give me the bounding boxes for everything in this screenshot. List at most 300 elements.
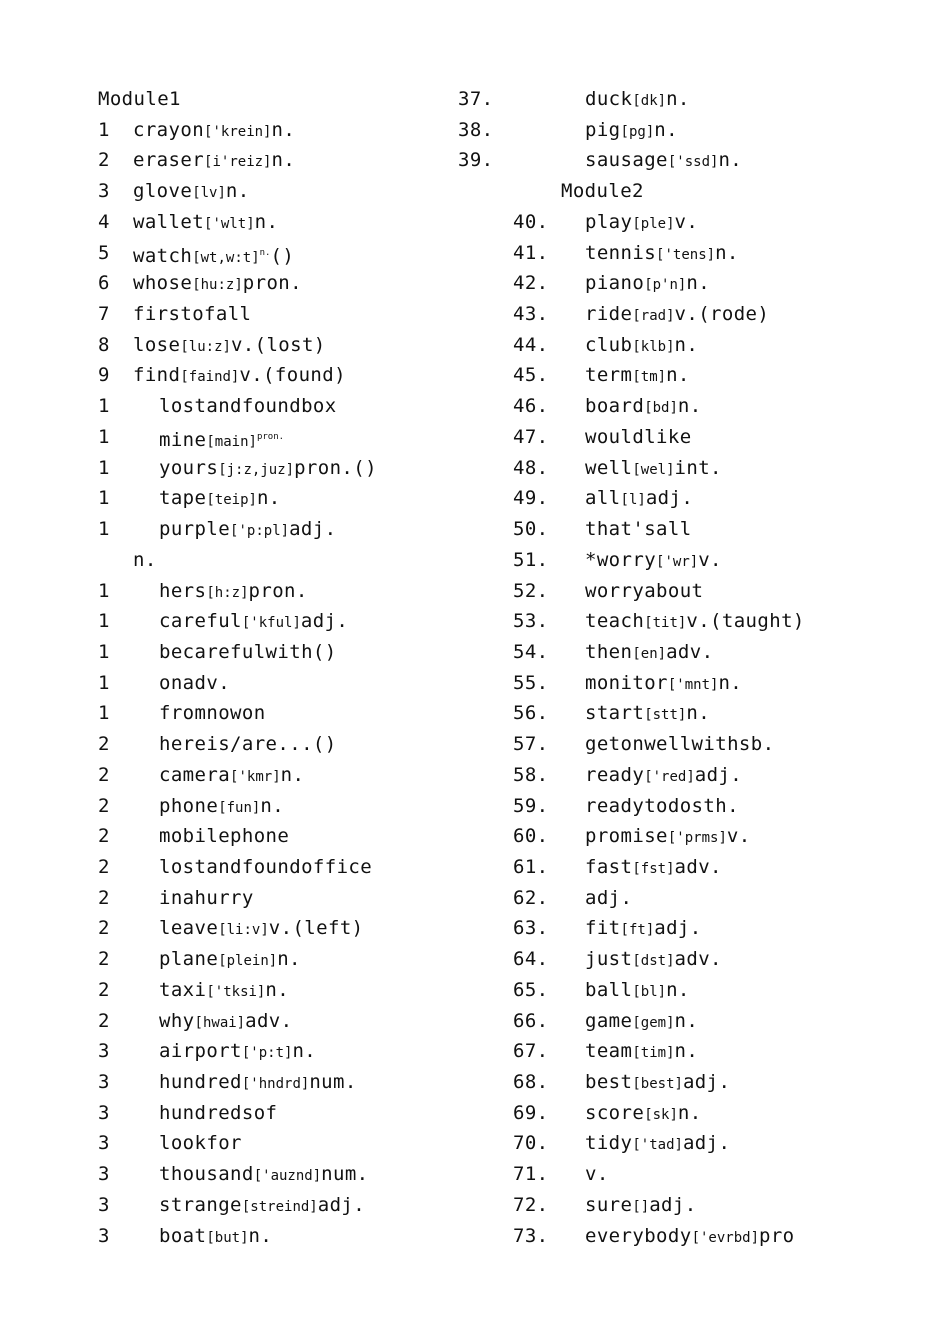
entry-number: 64. bbox=[513, 948, 549, 971]
entry-word: sausage bbox=[585, 149, 668, 172]
entry-word: everybody bbox=[585, 1224, 692, 1247]
entry-word: whose bbox=[133, 272, 193, 295]
entry-phonetic: [en] bbox=[632, 645, 667, 662]
entry-phonetic: ['auznd] bbox=[253, 1168, 322, 1185]
entry-phonetic: ['prms] bbox=[667, 830, 727, 847]
entry-word: club bbox=[585, 333, 633, 356]
entry-word: fromnowon bbox=[159, 702, 266, 725]
entry-pos: n. bbox=[666, 978, 690, 1001]
entry-word: ride bbox=[585, 303, 633, 326]
entry-number: 1 bbox=[98, 702, 110, 725]
entry-pos: adj. bbox=[654, 917, 702, 940]
entry-number: 51. bbox=[513, 548, 549, 571]
entry-phonetic: [pg] bbox=[620, 123, 655, 140]
entry-number: 60. bbox=[513, 825, 549, 848]
entry-word: lose bbox=[133, 333, 181, 356]
entry-word: play bbox=[585, 210, 633, 233]
entry-word: hereis/are...() bbox=[159, 733, 337, 756]
entry-number: 43. bbox=[513, 303, 549, 326]
entry-text bbox=[585, 483, 693, 515]
entry-number: 47. bbox=[513, 425, 549, 448]
entry-text bbox=[585, 514, 692, 544]
entry-pos: adj. bbox=[645, 487, 694, 510]
entry-phonetic: [best] bbox=[632, 1076, 683, 1093]
entry-text bbox=[585, 1067, 730, 1099]
entry-number: 46. bbox=[513, 395, 549, 418]
entry-text bbox=[585, 698, 710, 730]
entry-pos: n. bbox=[666, 364, 690, 387]
entry-pos: adj. bbox=[649, 1193, 697, 1216]
entry-word: well bbox=[585, 456, 633, 479]
entry-pos: n. bbox=[674, 1040, 699, 1063]
entry-number: 1 bbox=[98, 610, 110, 633]
entry-pos: num. bbox=[309, 1071, 357, 1094]
entry-phonetic: [sk] bbox=[644, 1106, 678, 1123]
entry-word: pig bbox=[585, 118, 621, 141]
entry-text bbox=[585, 422, 692, 452]
entry-pos: v.(found) bbox=[239, 364, 346, 387]
entry-number: 61. bbox=[513, 856, 549, 878]
entry-word: boat bbox=[159, 1224, 207, 1247]
entry-word: wallet bbox=[133, 210, 205, 233]
entry-text bbox=[585, 360, 690, 392]
entry-text bbox=[133, 176, 250, 208]
entry-number: 2 bbox=[98, 917, 110, 940]
entry-phonetic: ['ssd] bbox=[667, 154, 719, 171]
entry-number: 66. bbox=[513, 1009, 549, 1032]
entry-pos: n. bbox=[686, 702, 711, 725]
entry-text bbox=[585, 668, 742, 700]
entry-phonetic: [lu:z] bbox=[180, 338, 231, 355]
entry-text bbox=[585, 1190, 697, 1222]
entry-phonetic: [tim] bbox=[632, 1045, 675, 1062]
entry-word: fit bbox=[585, 917, 621, 940]
entry-number: 2 bbox=[98, 763, 110, 786]
entry-text bbox=[585, 391, 702, 423]
entry-word: readytodosth. bbox=[585, 794, 739, 817]
entry-pos: v.(taught) bbox=[686, 610, 805, 633]
entry-word: yours bbox=[159, 456, 219, 479]
entry-extra: () bbox=[270, 244, 295, 267]
entry-number: 44. bbox=[513, 333, 549, 356]
entry-pos: n. bbox=[666, 88, 690, 110]
entry-word: purple bbox=[159, 518, 231, 541]
entry-text bbox=[585, 760, 742, 792]
entry-number: 1 bbox=[98, 518, 110, 541]
entry-word: ready bbox=[585, 763, 645, 786]
entry-pos: n. bbox=[271, 149, 296, 172]
entry-number: 8 bbox=[98, 333, 110, 356]
entry-text bbox=[585, 852, 722, 884]
vocab-entry bbox=[0, 760, 950, 790]
entry-phonetic: [rad] bbox=[632, 308, 675, 325]
entry-word: monitor bbox=[585, 671, 668, 694]
entry-number: 37. bbox=[458, 88, 494, 110]
entry-pos: n. bbox=[686, 272, 711, 295]
entry-word: game bbox=[585, 1009, 633, 1032]
entry-phonetic: [ft] bbox=[620, 922, 655, 939]
entry-word: tape bbox=[159, 487, 207, 510]
entry-number: 68. bbox=[513, 1071, 549, 1094]
vocab-entry bbox=[0, 821, 950, 851]
entry-word: promise bbox=[585, 825, 668, 848]
entry-phonetic: [main] bbox=[206, 433, 257, 450]
entry-number: 1 bbox=[98, 395, 110, 418]
entry-number: 1 bbox=[98, 640, 110, 663]
entry-number: 5 bbox=[98, 241, 110, 264]
entry-pos-small: n. bbox=[259, 247, 271, 258]
entry-phonetic: ['mnt] bbox=[667, 676, 719, 693]
entry-phonetic: ['tksi] bbox=[206, 983, 266, 1000]
entry-number: 2 bbox=[98, 825, 110, 848]
entry-phonetic: [teip] bbox=[206, 492, 257, 509]
entry-word: adj. bbox=[585, 886, 633, 909]
entry-text bbox=[585, 1159, 609, 1189]
entry-pos: adj. bbox=[289, 518, 337, 541]
entry-text bbox=[585, 913, 702, 945]
entry-number: 2 bbox=[98, 794, 110, 817]
entry-number: 3 bbox=[98, 1193, 110, 1216]
entry-word: tennis bbox=[585, 241, 657, 264]
entry-phonetic: [faind] bbox=[180, 369, 240, 386]
entry-word: strange bbox=[159, 1193, 242, 1216]
entry-number: 3 bbox=[98, 1224, 110, 1247]
entry-word: start bbox=[585, 702, 645, 725]
entry-number: 1 bbox=[98, 671, 110, 694]
entry-phonetic: [l] bbox=[620, 492, 646, 509]
entry-phonetic: [lv] bbox=[192, 185, 226, 202]
entry-word: that'sall bbox=[585, 518, 692, 541]
entry-number: 1 bbox=[98, 487, 110, 510]
vocab-entry bbox=[0, 1128, 950, 1158]
vocab-entry bbox=[0, 1006, 950, 1036]
entry-word: just bbox=[585, 948, 633, 971]
entry-word: ball bbox=[585, 978, 633, 1001]
entry-number: 71. bbox=[513, 1163, 549, 1186]
entry-number: 54. bbox=[513, 640, 549, 663]
entry-text bbox=[585, 115, 678, 147]
entry-pos: pron. bbox=[248, 579, 308, 602]
entry-word: lookfor bbox=[159, 1132, 242, 1155]
entry-word: becarefulwith() bbox=[159, 640, 337, 663]
entry-phonetic: [] bbox=[632, 1198, 650, 1215]
entry-number: 58. bbox=[513, 763, 549, 786]
vocab-entry bbox=[0, 883, 950, 913]
entry-word: find bbox=[133, 364, 181, 387]
entry-pos: n. bbox=[674, 1009, 699, 1032]
vocab-entry bbox=[0, 330, 950, 360]
entry-phonetic: [hwai] bbox=[194, 1014, 246, 1031]
entry-phonetic: [dk] bbox=[632, 93, 667, 109]
entry-word: sure bbox=[585, 1193, 633, 1216]
entry-number: 38. bbox=[458, 118, 494, 141]
entry-text bbox=[585, 1006, 698, 1038]
entry-word: getonwellwithsb. bbox=[585, 733, 775, 756]
entry-phonetic: [klb] bbox=[632, 338, 675, 355]
vocab-entry bbox=[0, 975, 950, 1005]
vocab-entry bbox=[0, 514, 950, 544]
entry-word: crayon bbox=[133, 118, 205, 141]
entry-number: 2 bbox=[98, 948, 110, 971]
entry-number: 48. bbox=[513, 456, 549, 479]
entry-phonetic: [streind] bbox=[241, 1198, 318, 1215]
entry-number: 1 bbox=[98, 118, 110, 141]
vocab-entry bbox=[0, 1190, 950, 1220]
entry-number: 73. bbox=[513, 1224, 549, 1247]
vocab-entry bbox=[0, 944, 950, 974]
entry-phonetic: ['kmr] bbox=[230, 768, 281, 785]
module1-heading: Module1 bbox=[98, 88, 181, 110]
entry-word: inahurry bbox=[159, 886, 254, 909]
entry-phonetic: [hu:z] bbox=[192, 277, 243, 294]
entry-word: *worry bbox=[585, 548, 657, 571]
vocab-entry bbox=[0, 606, 950, 636]
entry-word: hers bbox=[159, 579, 207, 602]
entry-number: 72. bbox=[513, 1193, 549, 1216]
entry-number: 1 bbox=[98, 456, 110, 479]
entry-text bbox=[585, 944, 722, 976]
entry-pos: n. bbox=[271, 118, 296, 141]
entry-word: airport bbox=[159, 1040, 242, 1063]
entry-number: 39. bbox=[458, 149, 494, 172]
entry-text bbox=[585, 729, 774, 759]
entry-word: wouldlike bbox=[585, 425, 692, 448]
entry-text bbox=[585, 453, 722, 485]
entry-pos: n. bbox=[654, 118, 678, 141]
entry-word: hundred bbox=[159, 1071, 242, 1094]
entry-pos: pro bbox=[759, 1224, 795, 1247]
entry-word: term bbox=[585, 364, 633, 387]
entry-pos-small: pron. bbox=[256, 431, 285, 442]
entry-word: then bbox=[585, 640, 633, 663]
entry-number: 56. bbox=[513, 702, 549, 725]
entry-number: 53. bbox=[513, 610, 549, 633]
entry-phonetic: ['wlt] bbox=[204, 215, 255, 232]
entry-text bbox=[585, 821, 751, 853]
entry-pos: n. bbox=[718, 671, 743, 694]
entry-pos: n. bbox=[248, 1224, 273, 1247]
entry-pos: n. bbox=[718, 149, 743, 172]
entry-number: 2 bbox=[98, 886, 110, 909]
entry-number: 59. bbox=[513, 794, 549, 817]
entry-phonetic: [gem] bbox=[632, 1014, 675, 1031]
entry-word: piano bbox=[585, 272, 645, 295]
vocab-entry bbox=[0, 637, 950, 667]
entry-number: 57. bbox=[513, 733, 549, 756]
entry-text bbox=[585, 1098, 702, 1130]
entry-pos: adv. bbox=[674, 856, 722, 878]
entry-number: 42. bbox=[513, 272, 549, 295]
entry-word: all bbox=[585, 487, 621, 510]
vocab-entry bbox=[0, 1098, 950, 1128]
entry-pos: n. bbox=[677, 395, 702, 418]
entry-word: mobilephone bbox=[159, 825, 290, 848]
vocab-entry bbox=[0, 360, 950, 390]
entry-word: careful bbox=[159, 610, 242, 633]
entry-text bbox=[585, 299, 769, 331]
entry-number: 55. bbox=[513, 671, 549, 694]
entry-phonetic: [i'reiz] bbox=[204, 154, 272, 171]
entry-number: 6 bbox=[98, 272, 110, 295]
vocab-entry bbox=[0, 176, 950, 206]
vocab-entry bbox=[0, 1221, 950, 1251]
entry-phonetic: ['tad] bbox=[632, 1137, 683, 1154]
entry-number: 70. bbox=[513, 1132, 549, 1155]
entry-word: thousand bbox=[159, 1163, 254, 1186]
entry-word: n. bbox=[133, 548, 157, 571]
vocab-entry bbox=[0, 238, 950, 268]
entry-number: 69. bbox=[513, 1101, 549, 1124]
entry-word: watch bbox=[133, 244, 193, 267]
entry-number: 9 bbox=[98, 364, 110, 387]
entry-text bbox=[585, 145, 742, 177]
vocab-entry bbox=[0, 698, 950, 728]
entry-pos: n. bbox=[256, 487, 281, 510]
entry-number: 2 bbox=[98, 733, 110, 756]
entry-word: worryabout bbox=[585, 579, 704, 602]
entry-text bbox=[585, 238, 739, 270]
entry-number: 2 bbox=[98, 149, 110, 172]
entry-pos: n. bbox=[277, 948, 301, 971]
entry-pos: v. bbox=[726, 825, 751, 848]
vocab-entry bbox=[0, 791, 950, 821]
entry-number: 50. bbox=[513, 518, 549, 541]
entry-pos: v. bbox=[698, 548, 722, 571]
entry-word: teach bbox=[585, 610, 645, 633]
entry-word: lostandfoundbox bbox=[159, 395, 337, 418]
entry-phonetic: ['krein] bbox=[204, 123, 272, 140]
entry-phonetic: [ple] bbox=[632, 215, 675, 232]
entry-phonetic: [wt,w:t] bbox=[192, 249, 260, 266]
entry-phonetic: [dst] bbox=[632, 953, 675, 970]
entry-word: lostandfoundoffice bbox=[159, 856, 373, 878]
entry-phonetic: [but] bbox=[206, 1229, 249, 1246]
entry-pos: n. bbox=[292, 1040, 317, 1063]
entry-word: plane bbox=[159, 948, 219, 971]
vocab-entry bbox=[0, 913, 950, 943]
entry-word: taxi bbox=[159, 978, 207, 1001]
entry-phonetic: ['hndrd] bbox=[241, 1076, 310, 1093]
entry-word: glove bbox=[133, 180, 193, 203]
entry-phonetic: ['wr] bbox=[656, 553, 699, 570]
entry-text bbox=[585, 1036, 698, 1068]
entry-text bbox=[585, 637, 713, 669]
entry-text bbox=[585, 975, 690, 1007]
entry-number: 4 bbox=[98, 210, 110, 233]
entry-text bbox=[585, 268, 710, 300]
entry-phonetic: ['kful] bbox=[241, 615, 301, 632]
entry-phonetic: [h:z] bbox=[206, 584, 249, 601]
entry-phonetic: [plein] bbox=[218, 953, 278, 970]
entry-word: firstofall bbox=[133, 303, 252, 326]
entry-text bbox=[585, 545, 722, 577]
vocab-entry bbox=[0, 422, 950, 452]
vocab-entry bbox=[0, 576, 950, 606]
entry-number: 65. bbox=[513, 978, 549, 1001]
entry-pos: adv. bbox=[666, 640, 714, 663]
entry-phonetic: [p'n] bbox=[644, 277, 687, 294]
entry-pos: v.(rode) bbox=[674, 303, 770, 326]
vocab-entry bbox=[0, 1159, 950, 1189]
entry-text bbox=[585, 84, 690, 116]
entry-number: 62. bbox=[513, 886, 549, 909]
entry-number: 41. bbox=[513, 241, 549, 264]
entry-pos: pron. bbox=[242, 272, 302, 295]
entry-number: 52. bbox=[513, 579, 549, 602]
entry-pos: n. bbox=[674, 333, 699, 356]
entry-phonetic: [fst] bbox=[632, 861, 675, 877]
entry-number: 40. bbox=[513, 210, 549, 233]
entry-number: 1 bbox=[98, 425, 110, 448]
entry-number: 1 bbox=[98, 579, 110, 602]
entry-pos: adj. bbox=[300, 610, 349, 633]
entry-number: 3 bbox=[98, 180, 110, 203]
entry-pos: n. bbox=[254, 210, 279, 233]
entry-word: board bbox=[585, 395, 645, 418]
entry-pos: pron.() bbox=[294, 456, 377, 479]
entry-pos: adj. bbox=[694, 763, 743, 786]
entry-pos: adj. bbox=[317, 1193, 366, 1216]
entry-phonetic: [wel] bbox=[632, 461, 675, 478]
entry-phonetic: [j:z,juz] bbox=[218, 461, 295, 478]
vocab-entry bbox=[0, 1036, 950, 1066]
entry-text bbox=[585, 576, 703, 606]
entry-pos: v. bbox=[674, 210, 699, 233]
entry-phonetic: ['p:pl] bbox=[230, 523, 290, 540]
entry-text bbox=[585, 207, 698, 239]
entry-phonetic: [li:v] bbox=[218, 922, 269, 939]
entry-pos: n. bbox=[260, 794, 285, 817]
entry-pos: adv. bbox=[245, 1009, 293, 1032]
vocab-entry bbox=[0, 268, 950, 298]
entry-word: duck bbox=[585, 88, 633, 110]
vocab-entry bbox=[0, 299, 950, 329]
entry-word: camera bbox=[159, 763, 231, 786]
vocab-entry bbox=[0, 668, 950, 698]
entry-phonetic: ['tens] bbox=[656, 246, 716, 263]
entry-number: 45. bbox=[513, 364, 549, 387]
entry-phonetic: [fun] bbox=[218, 799, 261, 816]
entry-word: mine bbox=[159, 428, 207, 451]
entry-pos: n. bbox=[280, 763, 305, 786]
entry-text bbox=[585, 606, 805, 638]
entry-word: eraser bbox=[133, 149, 205, 172]
entry-number: 3 bbox=[98, 1040, 110, 1063]
entry-pos: v.(lost) bbox=[230, 333, 326, 356]
entry-phonetic: [bd] bbox=[644, 400, 678, 417]
entry-word: team bbox=[585, 1040, 633, 1063]
entry-word: leave bbox=[159, 917, 219, 940]
entry-phonetic: ['red] bbox=[644, 768, 695, 785]
entry-number: 67. bbox=[513, 1040, 549, 1063]
entry-text bbox=[585, 791, 739, 821]
entry-phonetic: ['evrbd] bbox=[691, 1229, 759, 1246]
entry-text bbox=[585, 330, 698, 362]
entry-pos: v.(left) bbox=[268, 917, 364, 940]
entry-word: score bbox=[585, 1101, 645, 1124]
entry-word: phone bbox=[159, 794, 219, 817]
entry-phonetic: [bl] bbox=[632, 983, 667, 1000]
entry-pos: n. bbox=[225, 180, 250, 203]
vocab-entry bbox=[0, 453, 950, 483]
entry-phonetic: [tit] bbox=[644, 615, 687, 632]
entry-number: 2 bbox=[98, 1009, 110, 1032]
vocab-entry bbox=[0, 545, 950, 575]
entry-word: why bbox=[159, 1009, 195, 1032]
entry-pos: n. bbox=[715, 241, 739, 264]
entry-word: tidy bbox=[585, 1132, 633, 1155]
entry-pos: int. bbox=[674, 456, 722, 479]
